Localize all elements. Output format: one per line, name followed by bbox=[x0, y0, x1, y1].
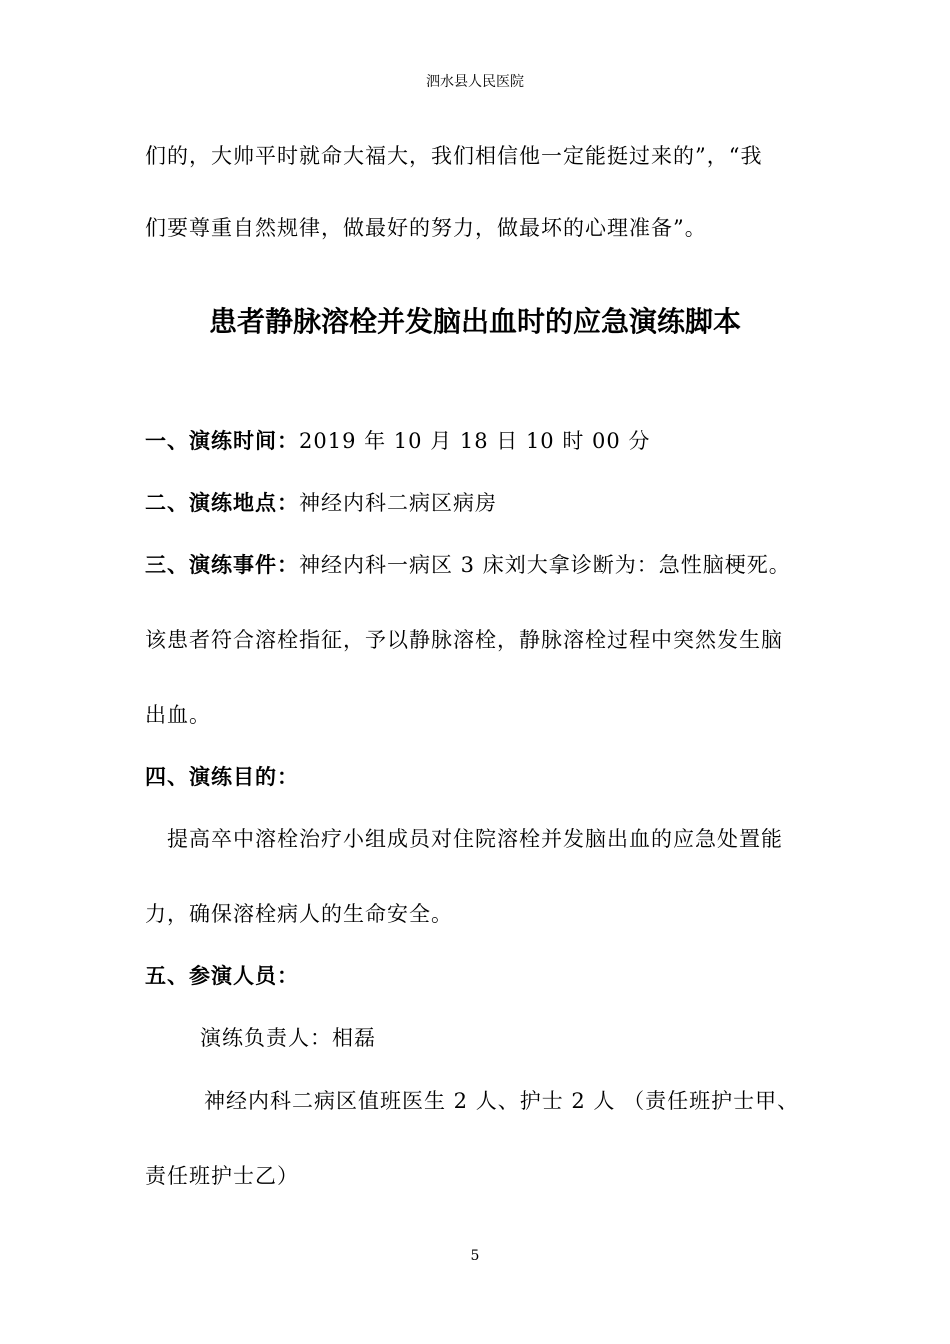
intro-line-1: 们的，大帅平时就命大福大，我们相信他一定能挺过来的”，“我 bbox=[145, 144, 763, 168]
section-time-value: 2019 年 10 月 18 日 10 时 00 分 bbox=[299, 429, 651, 453]
section-purpose-line-2: 力，确保溶栓病人的生命安全。 bbox=[145, 902, 453, 926]
section-place-label: 二、演练地点： bbox=[145, 491, 299, 515]
section-people-label: 五、参演人员： bbox=[145, 964, 299, 988]
section-event-line-2: 该患者符合溶栓指征，予以静脉溶栓，静脉溶栓过程中突然发生脑 bbox=[145, 628, 783, 652]
section-people-line-3: 责任班护士乙） bbox=[145, 1164, 299, 1188]
section-place bbox=[145, 487, 497, 517]
section-time bbox=[145, 425, 650, 455]
section-time-label: 一、演练时间： bbox=[145, 429, 299, 453]
page-header: 泗水县人民医院 bbox=[426, 74, 524, 90]
page-number: 5 bbox=[470, 1248, 480, 1264]
section-people-line-1: 演练负责人：相磊 bbox=[200, 1026, 376, 1050]
section-event-label: 三、演练事件： bbox=[145, 553, 299, 577]
section-people-line-2: 神经内科二病区值班医生 2 人、护士 2 人 （责任班护士甲、 bbox=[204, 1089, 800, 1113]
section-event-line-3: 出血。 bbox=[145, 703, 211, 727]
section-event-value-1: 神经内科一病区 3 床刘大拿诊断为：急性脑梗死。 bbox=[299, 553, 791, 577]
section-event bbox=[145, 549, 791, 579]
section-purpose-line-1: 提高卒中溶栓治疗小组成员对住院溶栓并发脑出血的应急处置能 bbox=[167, 827, 783, 851]
document-title: 患者静脉溶栓并发脑出血时的应急演练脚本 bbox=[208, 305, 741, 338]
intro-line-2: 们要尊重自然规律，做最好的努力，做最坏的心理准备”。 bbox=[145, 216, 707, 240]
section-place-value: 神经内科二病区病房 bbox=[299, 491, 497, 515]
section-purpose-label: 四、演练目的： bbox=[145, 765, 299, 789]
